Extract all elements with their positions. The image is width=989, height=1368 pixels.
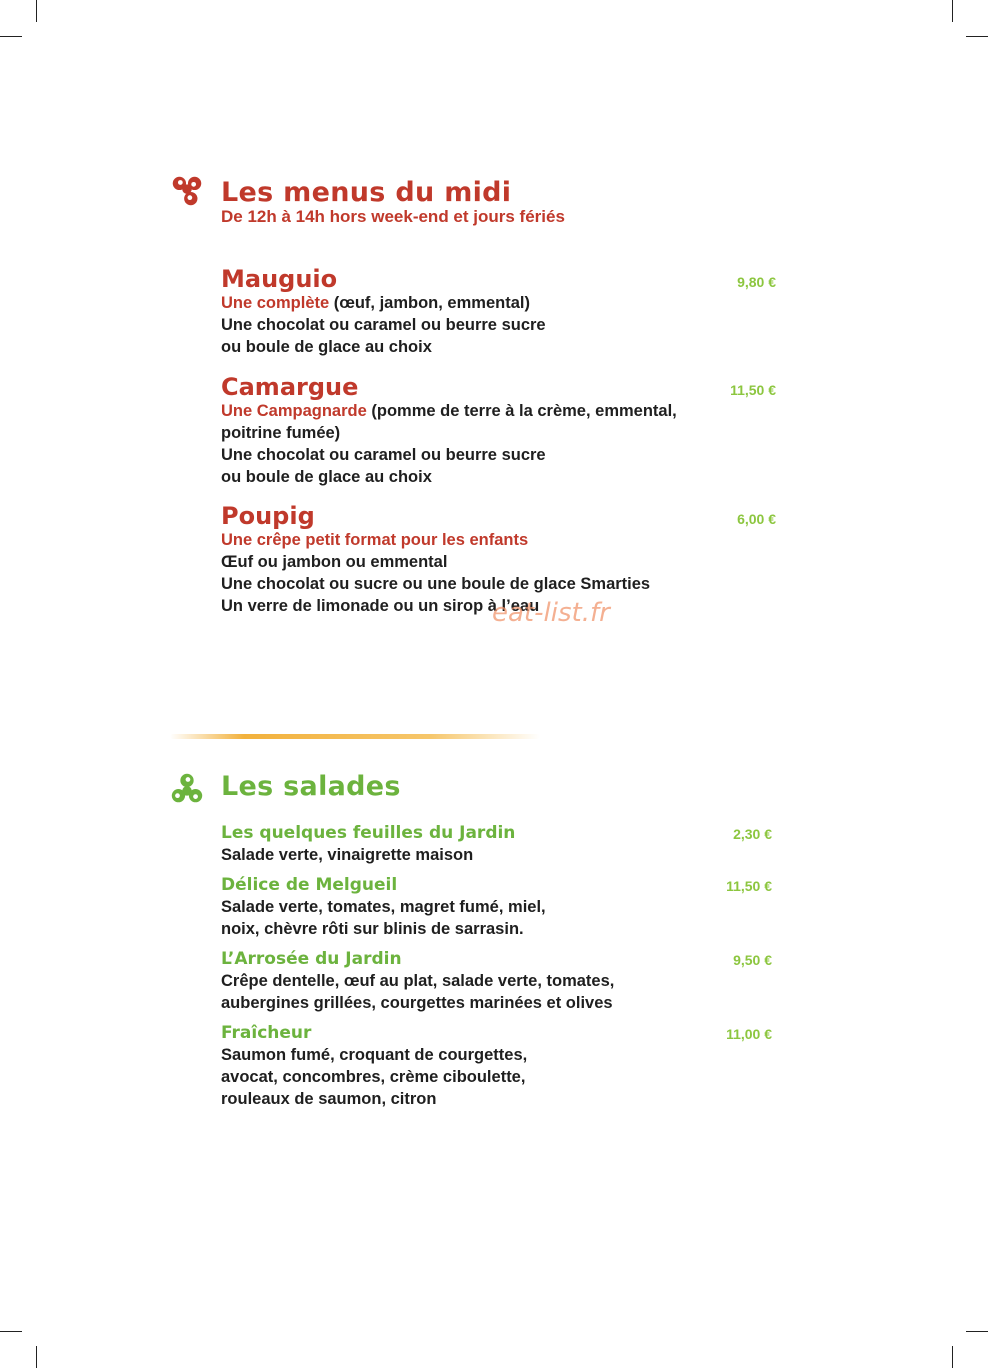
menu-item-line: Une chocolat ou caramel ou beurre sucre bbox=[221, 446, 546, 464]
menu-item-name: Poupig bbox=[221, 502, 315, 530]
menu-item-line: ou boule de glace au choix bbox=[221, 468, 432, 486]
menu-item-main-dish: Une complète bbox=[221, 294, 330, 312]
salad-item-line: Crêpe dentelle, œuf au plat, salade verte, tomates, bbox=[221, 972, 615, 990]
crop-mark bbox=[966, 1331, 988, 1332]
menu-item-line: Œuf ou jambon ou emmental bbox=[221, 553, 448, 571]
salad-item-line: avocat, concombres, crème ciboulette, bbox=[221, 1068, 526, 1086]
crop-mark bbox=[952, 0, 953, 22]
salad-item-line: Saumon fumé, croquant de courgettes, bbox=[221, 1046, 528, 1064]
menu-item-price: 9,80 € bbox=[737, 274, 776, 290]
salad-item-name: L’Arrosée du Jardin bbox=[221, 949, 402, 969]
salad-item-price: 11,50 € bbox=[726, 878, 772, 894]
menu-item-main-dish: Une Campagnarde bbox=[221, 402, 367, 420]
crop-mark bbox=[0, 36, 22, 37]
salads-section-title: Les salades bbox=[221, 771, 401, 802]
menu-item-price: 6,00 € bbox=[737, 511, 776, 527]
menu-item-line: Une chocolat ou sucre ou une boule de glace Smarties bbox=[221, 575, 651, 593]
menu-item-line: Un verre de limonade ou un sirop à l’eau bbox=[221, 597, 540, 615]
salad-item-line: Salade verte, vinaigrette maison bbox=[221, 846, 474, 864]
menus-section-title: Les menus du midi bbox=[221, 177, 512, 208]
salad-item-price: 9,50 € bbox=[733, 952, 772, 968]
salad-item-price: 2,30 € bbox=[733, 826, 772, 842]
crop-mark bbox=[0, 1331, 22, 1332]
crop-mark bbox=[36, 0, 37, 22]
salad-item-name: Délice de Melgueil bbox=[221, 875, 398, 895]
menu-item-price: 11,50 € bbox=[730, 382, 776, 398]
menus-section-subtitle: De 12h à 14h hors week-end et jours fériés bbox=[221, 207, 565, 226]
salad-item-name: Les quelques feuilles du Jardin bbox=[221, 823, 516, 843]
salad-item-line: Salade verte, tomates, magret fumé, miel, bbox=[221, 898, 546, 916]
salad-item-line: aubergines grillées, courgettes marinées et olives bbox=[221, 994, 613, 1012]
triskel-icon bbox=[168, 770, 206, 808]
menu-item-main-dish-detail: (œuf, jambon, emmental) bbox=[329, 294, 530, 312]
menu-item-line: ou boule de glace au choix bbox=[221, 338, 432, 356]
salad-item-price: 11,00 € bbox=[726, 1026, 772, 1042]
section-divider bbox=[170, 734, 540, 739]
salad-item-name: Fraîcheur bbox=[221, 1023, 312, 1043]
menu-item-line: Une chocolat ou caramel ou beurre sucre bbox=[221, 316, 546, 334]
watermark: eat-list.fr bbox=[492, 598, 610, 628]
salad-item-line: rouleaux de saumon, citron bbox=[221, 1090, 437, 1108]
crop-mark bbox=[966, 36, 988, 37]
menu-item-line: poitrine fumée) bbox=[221, 424, 341, 442]
menu-item-name: Mauguio bbox=[221, 265, 338, 293]
menu-item-main-dish-detail: (pomme de terre à la crème, emmental, bbox=[366, 402, 677, 420]
menu-item-name: Camargue bbox=[221, 373, 359, 401]
crop-mark bbox=[36, 1346, 37, 1368]
salad-item-line: noix, chèvre rôti sur blinis de sarrasin. bbox=[221, 920, 524, 938]
crop-mark bbox=[952, 1346, 953, 1368]
menu-item-main-dish: Une crêpe petit format pour les enfants bbox=[221, 531, 529, 549]
triskel-icon bbox=[168, 172, 206, 210]
